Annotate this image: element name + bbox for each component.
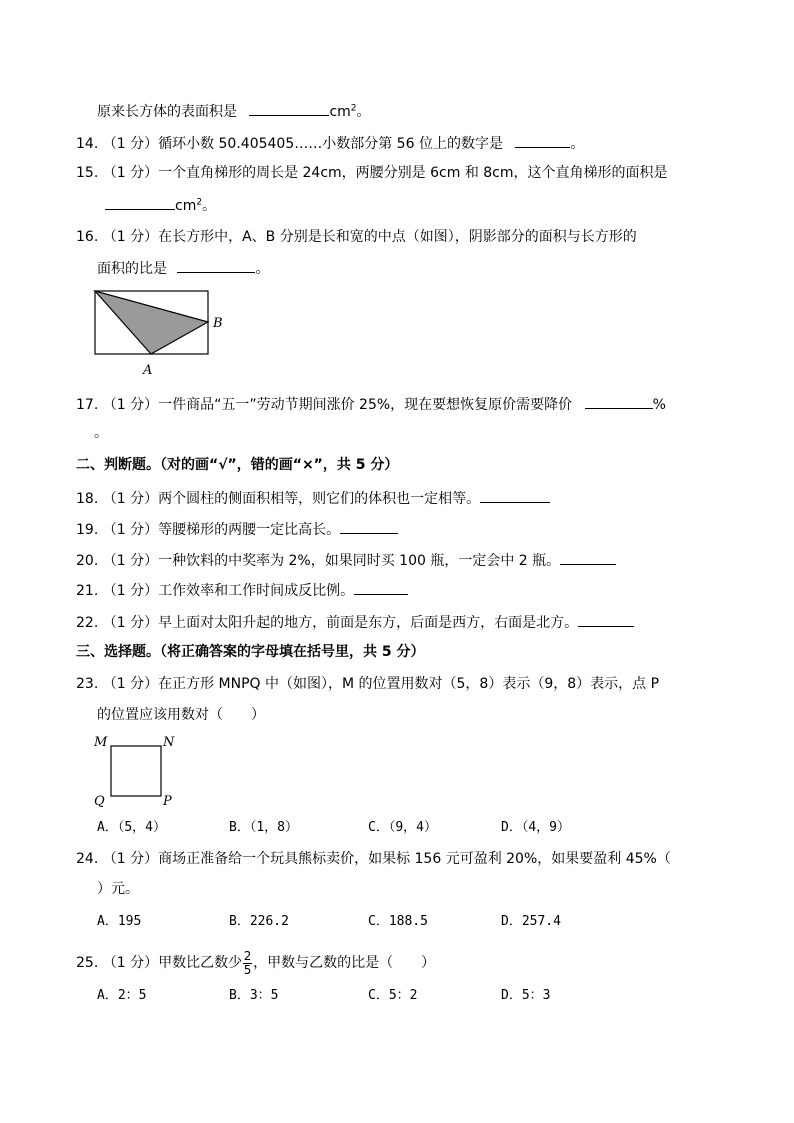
label-q: Q — [94, 794, 105, 809]
punctuation: 。 — [255, 261, 270, 277]
question-text: （1 分）甲数比乙数少 — [102, 955, 243, 971]
question-15 — [76, 164, 668, 182]
question-number: 14. — [76, 136, 99, 152]
question-text: （1 分）循环小数 50.405405……小数部分第 56 位上的数字是 — [102, 136, 503, 152]
question-text: （1 分）两个圆柱的侧面积相等，则它们的体积也一定相等。 — [102, 491, 481, 507]
question-text: （1 分）商场正准备给一个玩具熊标卖价，如果标 156 元可盈利 20%，如果要盈利 45%（ — [102, 851, 671, 867]
q24-option-a[interactable]: A．195 — [97, 914, 142, 929]
question-text: （1 分）在长方形中，A、B 分别是长和宽的中点（如图），阴影部分的面积与长方形的 — [102, 229, 637, 245]
fraction — [243, 950, 252, 977]
question-text: （1 分）早上面对太阳升起的地方，前面是东方，后面是西方，右面是北方。 — [102, 615, 579, 631]
question-16-cont — [97, 258, 269, 278]
question-text: 的位置应该用数对（ ） — [97, 707, 265, 723]
question-text: （1 分）在正方形 MNPQ 中（如图），M 的位置用数对（5，8）表示（9，8）表示，点 P — [102, 676, 660, 692]
question-number: 16. — [76, 229, 99, 245]
question-15-cont — [105, 195, 216, 215]
question-16 — [76, 228, 637, 246]
label-b: B — [213, 316, 223, 331]
q23-option-d[interactable]: D．（4，9） — [501, 820, 570, 835]
answer-blank[interactable] — [340, 519, 398, 534]
punctuation: 。 — [94, 425, 108, 441]
superscript: 2 — [350, 103, 357, 114]
answer-blank[interactable] — [177, 258, 255, 273]
question-14 — [76, 133, 584, 153]
q24-option-d[interactable]: D．257.4 — [501, 914, 561, 929]
question-number: 25. — [76, 955, 99, 971]
answer-blank[interactable] — [249, 101, 329, 116]
unit: cm — [329, 104, 351, 120]
square-figure — [92, 732, 182, 812]
fraction-denominator: 5 — [243, 962, 252, 977]
question-text: 面积的比是 — [97, 261, 167, 277]
question-text: （1 分）工作效率和工作时间成反比例。 — [102, 583, 355, 599]
question-20 — [76, 550, 616, 570]
question-23 — [76, 675, 659, 693]
answer-blank[interactable] — [578, 612, 634, 627]
shaded-triangle — [95, 291, 208, 354]
q25-option-b[interactable]: B．3：5 — [229, 988, 279, 1003]
question-21 — [76, 580, 408, 600]
question-number: 22. — [76, 615, 99, 631]
question-text: ）元。 — [97, 881, 139, 897]
superscript: 2 — [196, 197, 203, 208]
question-number: 17. — [76, 397, 99, 413]
q24-option-c[interactable]: C．188.5 — [368, 914, 428, 929]
question-number: 24. — [76, 851, 99, 867]
q13-line — [97, 101, 371, 121]
question-18 — [76, 488, 550, 508]
answer-blank[interactable] — [515, 133, 570, 148]
section-judgment-heading: 二、判断题。（对的画“√”，错的画“×”，共 5 分） — [76, 457, 399, 473]
answer-blank[interactable] — [105, 195, 175, 210]
question-number: 19. — [76, 522, 99, 538]
question-text: （1 分）等腰梯形的两腰一定比高长。 — [102, 522, 341, 538]
q25-option-a[interactable]: A．2：5 — [97, 988, 147, 1003]
question-17 — [76, 394, 666, 414]
question-number: 23. — [76, 676, 99, 692]
q23-option-a[interactable]: A．（5，4） — [97, 820, 166, 835]
section-choice-heading: 三、选择题。（将正确答案的字母填在括号里，共 5 分） — [76, 644, 425, 660]
q25-option-c[interactable]: C．5：2 — [368, 988, 418, 1003]
label-p: P — [163, 794, 172, 809]
q25-option-d[interactable]: D．5：3 — [501, 988, 551, 1003]
question-25 — [76, 948, 435, 978]
answer-blank[interactable] — [585, 394, 653, 409]
question-number: 15. — [76, 165, 99, 181]
question-23-cont — [97, 706, 265, 724]
question-number: 20. — [76, 553, 99, 569]
answer-blank[interactable] — [354, 580, 408, 595]
label-a: A — [143, 363, 153, 378]
question-17-cont — [94, 424, 108, 442]
question-number: 21. — [76, 583, 99, 599]
question-22 — [76, 612, 634, 632]
answer-blank[interactable] — [480, 488, 550, 503]
question-text: （1 分）一个直角梯形的周长是 24cm，两腰分别是 6cm 和 8cm，这个直角梯形的面积是 — [102, 165, 668, 181]
question-text: （1 分）一件商品“五一”劳动节期间涨价 25%，现在要想恢复原价需要降价 — [102, 397, 573, 413]
fraction-numerator: 2 — [243, 948, 252, 963]
q13-text: 原来长方体的表面积是 — [97, 104, 237, 120]
unit: cm — [175, 198, 197, 214]
label-m: M — [94, 735, 108, 750]
rectangle-figure — [88, 286, 228, 380]
punctuation: 。 — [202, 198, 217, 214]
question-24-cont — [97, 880, 139, 898]
question-text: ，甲数与乙数的比是（ ） — [253, 955, 436, 971]
q23-option-c[interactable]: C．（9，4） — [368, 820, 437, 835]
question-24 — [76, 850, 671, 868]
unit: % — [652, 397, 666, 413]
square-outline — [111, 746, 161, 796]
label-n: N — [163, 735, 175, 750]
q24-option-b[interactable]: B．226.2 — [229, 914, 289, 929]
q23-option-b[interactable]: B．（1，8） — [229, 820, 298, 835]
punctuation: 。 — [570, 136, 585, 152]
question-number: 18. — [76, 491, 99, 507]
answer-blank[interactable] — [560, 550, 616, 565]
question-text: （1 分）一种饮料的中奖率为 2%，如果同时买 100 瓶，一定会中 2 瓶。 — [102, 553, 561, 569]
punctuation: 。 — [356, 104, 371, 120]
question-19 — [76, 519, 398, 539]
